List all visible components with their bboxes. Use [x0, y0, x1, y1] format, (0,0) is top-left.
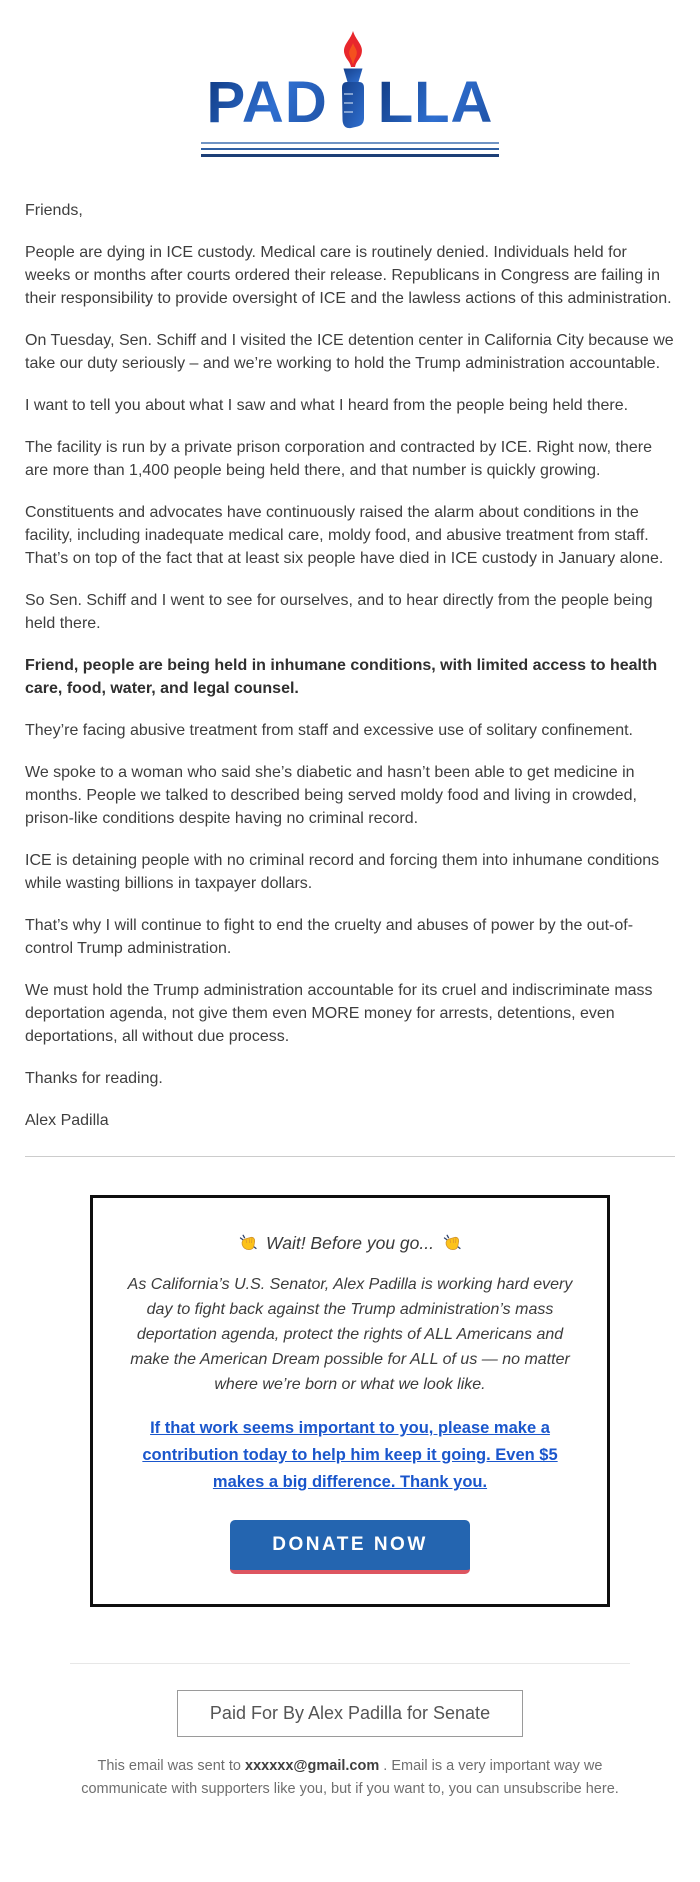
- body-paragraph: On Tuesday, Sen. Schiff and I visited the ICE detention center in California City because we take our duty seriously – and we’re working to hold the Trump administration accountable.: [25, 332, 674, 372]
- body-paragraph: We spoke to a woman who said she’s diabetic and hasn’t been able to get medicine in months. People we talked to described being served moldy food and living in crowded, prison-like conditions despite having no criminal record.: [25, 764, 637, 827]
- body-paragraph: That’s why I will continue to fight to end the cruelty and abuses of power by the out-of-control Trump administration.: [25, 917, 634, 957]
- donate-now-button[interactable]: DONATE NOW: [230, 1520, 470, 1574]
- paid-for-text: Paid For By Alex Padilla for Senate: [209, 1703, 491, 1723]
- recipient-email: xxxxxx@gmail.com: [245, 1758, 380, 1774]
- footer-divider: [70, 1663, 630, 1664]
- disclaimer-prefix: This email was sent to: [97, 1758, 245, 1774]
- body-paragraph: So Sen. Schiff and I went to see for ourselves, and to hear directly from the people being held there.: [25, 592, 653, 632]
- logo-text-right: LLA: [377, 70, 494, 135]
- signature-divider: [25, 1156, 675, 1157]
- cta-heading: [121, 1232, 579, 1254]
- body-paragraph-bold: Friend, people are being held in inhumane conditions, with limited access to health care, food, water, and legal counsel.: [25, 657, 658, 697]
- email-disclaimer: [70, 1755, 630, 1801]
- torch-icon: [331, 30, 375, 134]
- disclaimer-suffix: . Email is a very important way we communicate with supporters like you, but if you want to, you can unsubscribe here.: [81, 1758, 619, 1797]
- body-paragraph: We must hold the Trump administration accountable for its cruel and indiscriminate mass deportation agenda, not give them even MORE money for arrests, detentions, even deportations, all without due process.: [25, 982, 653, 1045]
- donation-cta-box: [90, 1195, 610, 1607]
- clap-emoji-icon: [238, 1233, 258, 1253]
- signature: Alex Padilla: [25, 1112, 109, 1129]
- campaign-logo[interactable]: [25, 30, 675, 157]
- body-paragraph: ICE is detaining people with no criminal record and forcing them into inhumane conditions while wasting billions in taxpayer dollars.: [25, 852, 660, 892]
- letter-body: [25, 199, 675, 1132]
- greeting: Friends,: [25, 202, 83, 219]
- body-paragraph: Constituents and advocates have continuously raised the alarm about conditions in the facility, including inadequate medical care, moldy food, and abusive treatment from staff. That’s on top of the fact that at least six people have died in ICE custody in January alone.: [25, 504, 664, 567]
- clap-emoji-icon: [442, 1233, 462, 1253]
- contribution-link[interactable]: If that work seems important to you, please make a contribution today to help him keep it going. Even $5 makes a big difference. Thank you.: [142, 1419, 558, 1491]
- logo-underline-rules: [201, 142, 499, 157]
- signoff: Thanks for reading.: [25, 1070, 163, 1087]
- body-paragraph: They’re facing abusive treatment from staff and excessive use of solitary confinement.: [25, 722, 633, 739]
- body-paragraph: I want to tell you about what I saw and what I heard from the people being held there.: [25, 397, 629, 414]
- logo-text-left: PAD: [206, 70, 328, 135]
- paid-for-disclaimer-box: [177, 1690, 523, 1737]
- cta-heading-text: Wait! Before you go...: [266, 1233, 434, 1253]
- body-paragraph: The facility is run by a private prison corporation and contracted by ICE. Right now, there are more than 1,400 people being held there, and that number is quickly growing.: [25, 439, 652, 479]
- body-paragraph: People are dying in ICE custody. Medical care is routinely denied. Individuals held for weeks or months after courts ordered their release. Republicans in Congress are failing in their responsibility to provide oversight of ICE and the lawless actions of this administration.: [25, 244, 672, 307]
- cta-pitch-text: As California’s U.S. Senator, Alex Padilla is working hard every day to fight back against the Trump administration’s mass deportation agenda, protect the rights of ALL Americans and make the American Dream possible for ALL of us — no matter where we’re born or what we look like.: [127, 1276, 573, 1393]
